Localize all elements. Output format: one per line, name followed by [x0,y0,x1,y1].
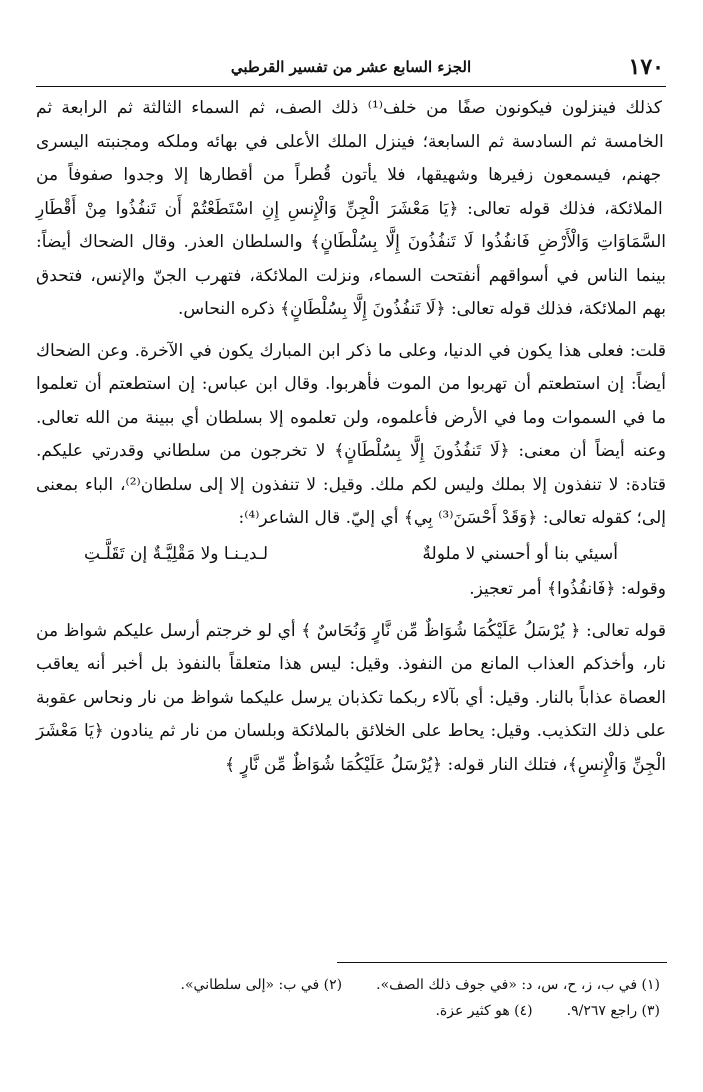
poem-verse [36,538,666,572]
text-line: ﴿يَا مَعْشَرَ الْجِنِّ وَالْإِنسِ﴾، فتلك النار قوله: ﴿يُرْسَلُ عَلَيْكُمَا شُوَاظٌ مِّن نَّارٍ ﴾ [36,721,666,775]
text-line: إليّ. قال الشاعر⁽⁴⁾: [238,508,376,528]
text-line: وعن الضحاك أيضاً: إن استطعتم أن تهربوا من الموت فأهربوا. وقال ابن عباس: إن [36,340,666,394]
footnote-row [36,998,666,1024]
footnote-2: (٢) في ب: «إلى سلطاني». [180,977,343,993]
text-line: أي ببينة من الله تعالى. وعنه أيضاً أن معنى: ﴿لَا تَنفُذُونَ إِلَّا بِسُلْطَانٍ﴾ لا تخرجون [36,407,666,461]
text-line: وقوله: ﴿فَانفُذُوا﴾ أمر تعجيز. [469,579,666,599]
text-line: استطعتم أن تعلموا ما في السموات وما في الأرض فأعلموه، ولن تعلموه إلا بسلطان [36,374,666,428]
text-line: قلت: فعلى هذا يكون في الدنيا، وعلى ما ذكر ابن المبارك يكون في الآخرة. [128,340,666,361]
paragraph-4 [36,615,666,783]
text-line: الخامسة ثم السادسة ثم السابعة؛ فينزل الملك الأعلى في بهائه وملكه ومجنبته اليسرى [36,131,664,152]
paragraph-2 [36,335,666,536]
footnote-divider [337,962,667,963]
text-line: أرسل عليكم شواظ من نار، وأخذكم العذاب المانع من النفوذ. وقيل: ليس [36,620,667,674]
text-line: ربكما تكذبان يرسل عليكما شواظ من نار ونحاس عقوبة على ذلك [36,687,667,741]
footnote-row [36,972,666,998]
text-line: من سلطاني وقدرتي عليكم. قتادة: لا تنفذون إلا بملك وليس لكم ملك. وقيل: لا [36,441,667,495]
footnote-1: (١) في ب، ز، ح، س، د: «في جوف ذلك الصف». [376,977,660,993]
text-line: قوله تعالى: ﴿ يُرْسَلُ عَلَيْكُمَا شُوَاظٌ مِّن نَّارٍ وَنُحَاسٌ ﴾ أي لو خرجتم [199,620,666,641]
text-line: والإنس، فتحدق بهم الملائكة، فذلك قوله تعالى: ﴿لَا تَنفُذُونَ إِلَّا بِسُلْطَانٍ﴾ ذكره [36,265,666,319]
paragraph-1 [36,92,666,327]
footnote-4: (٤) هو كثير عزة. [435,1003,533,1019]
poem-first-hemistich: أسيئي بنا أو أحسني لا ملولةٌ [422,543,618,564]
main-text [36,92,666,782]
text-line: الملائكة، فذلك قوله تعالى: ﴿يَا مَعْشَرَ الْجِنِّ وَالْإِنسِ إِنِ اسْتَطَعْتُمْ أَن تَنفُذُوا مِنْ أَقْطَارِ [36,198,663,219]
text-line: كذلك فينزلون فيكونون صفًا من خلف⁽¹⁾ ذلك الصف، ثم السماء الثالثة ثم الرابعة ثم [36,98,663,118]
footnotes [36,972,666,1024]
text-line: جهنم، فيسمعون زفيرها وشهيقها، فلا يأتون قُطراً من أقطارها إلا وجدوا صفوفاً من [36,165,662,185]
text-line: النحاس. [177,299,236,319]
page-header [36,52,666,87]
text-line: السَّمَاوَاتِ وَالْأَرْضِ فَانفُذُوا لَا تَنفُذُونَ إِلَّا بِسُلْطَانٍ﴾ والسلطان العذر. وقال الضحاك [71,232,666,252]
paragraph-3 [36,573,666,607]
running-title: الجزء السابع عشر من تفسير القرطبي [230,58,472,76]
page-number: ١٧٠ [628,54,664,80]
text-line: هذا متعلقاً بالنفوذ بل أخبر أنه يعاقب العصاة عذاباً بالنار. وقيل: أي بآلاء [36,654,666,708]
text-line: التكذيب. وقيل: يحاط على الخلائق بالملائكة وبلسان من نار ثم ينادون [103,721,597,741]
text-line: تنفذون إلا إلى سلطان⁽²⁾، الباء بمعنى إلى؛ كقوله تعالى: ﴿وَقَدْ أَحْسَنَ⁽³⁾ بِي﴾ أي [36,474,666,528]
footnote-3: (٣) راجع ٩/٢٦٧. [566,1003,660,1019]
text-line: أيضاً: بينما الناس في أسواقهم أنفتحت السماء، ونزلت الملائكة، فتهرب الجنّ [36,232,666,286]
poem-second-hemistich: لـديـنـا ولا مَقْلِيَّـةٌ إن تَقَلَّـتِ [84,543,269,564]
